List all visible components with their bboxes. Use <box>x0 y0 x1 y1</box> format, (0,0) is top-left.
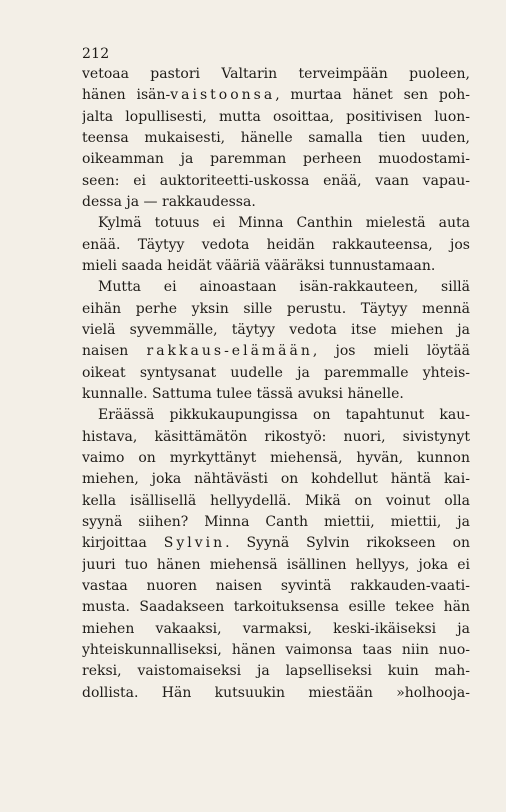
text-line: vielä syvemmälle, täytyy vedota itse miehen ja <box>82 321 470 338</box>
text-line <box>82 341 470 362</box>
text-line: syynä siihen? Minna Canth miettii, miettii, ja <box>82 513 470 530</box>
text-line: vastaa nuoren naisen syvintä rakkauden-vaati- <box>82 577 470 594</box>
text-fragment: , murtaa hänet sen poh- <box>275 87 470 104</box>
text-line: teensa mukaisesti, hänelle samalla tien uuden, <box>82 129 470 146</box>
text-line: seen: ei auktoriteetti-uskossa enää, vaan vapau- <box>82 172 470 189</box>
text-line: enää. Täytyy vedota heidän rakkauteensa, jos <box>82 236 470 253</box>
page-number: 212 <box>82 46 110 62</box>
text-line: yhteiskunnalliseksi, hänen vaimonsa taas niin nuo- <box>82 641 470 658</box>
emphasized-text: vaistoonsa <box>170 87 276 104</box>
text-line: Kylmä totuus ei Minna Canthin mielestä auta <box>98 215 470 232</box>
text-line: musta. Saadakseen tarkoituksensa esille tekee hän <box>82 599 470 616</box>
text-line: histava, käsittämätön rikostyö: nuori, sivistynyt <box>82 428 470 445</box>
text-line: kunnalle. Sattuma tulee tässä avuksi hänelle. <box>82 385 404 402</box>
text-line: mieli saada heidät vääriä vääräksi tunnustamaan. <box>82 257 436 274</box>
text-line: jalta lopullisesti, mutta osoittaa, positivisen luon- <box>82 108 470 125</box>
text-fragment: . Syynä Sylvin rikokseen on <box>225 535 470 552</box>
body-text <box>82 64 470 704</box>
text-line: vetoaa pastori Valtarin terveimpään puoleen, <box>82 66 470 82</box>
text-line <box>82 533 470 554</box>
text-line: kella isällisellä hellyydellä. Mikä on voinut olla <box>82 492 470 509</box>
text-line: dessa ja — rakkaudessa. <box>82 193 256 210</box>
text-line: Eräässä pikkukaupungissa on tapahtunut kau- <box>98 407 470 424</box>
emphasized-text: Sylvin <box>163 535 226 552</box>
text-line: reksi, vaistomaiseksi ja lapselliseksi kuin mah- <box>82 663 470 680</box>
text-line: eihän perhe yksin sille perustu. Täytyy mennä <box>82 300 470 317</box>
text-fragment: kirjoittaa <box>82 535 164 552</box>
text-fragment: naisen <box>82 343 147 360</box>
text-line: vaimo on myrkyttänyt miehensä, hyvän, kunnon <box>82 449 470 466</box>
text-line: oikeamman ja paremman perheen muodostami- <box>82 151 470 168</box>
text-line: dollista. Hän kutsuukin miestään »holhooja- <box>82 684 470 701</box>
text-fragment: , jos mieli löytää <box>312 343 470 360</box>
emphasized-text: rakkaus-elämään <box>146 343 313 360</box>
text-line: miehen vakaaksi, varmaksi, keski-ikäiseksi ja <box>82 620 470 637</box>
text-line: Mutta ei ainoastaan isän-rakkauteen, sillä <box>98 279 470 296</box>
text-line: miehen, joka nähtävästi on kohdellut häntä kai- <box>82 471 470 488</box>
text-fragment: hänen isän- <box>82 87 171 104</box>
text-line: oikeat syntysanat uudelle ja paremmalle yhteis- <box>82 364 470 381</box>
text-line <box>82 85 470 106</box>
text-line: juuri tuo hänen miehensä isällinen hellyys, joka ei <box>82 556 470 573</box>
